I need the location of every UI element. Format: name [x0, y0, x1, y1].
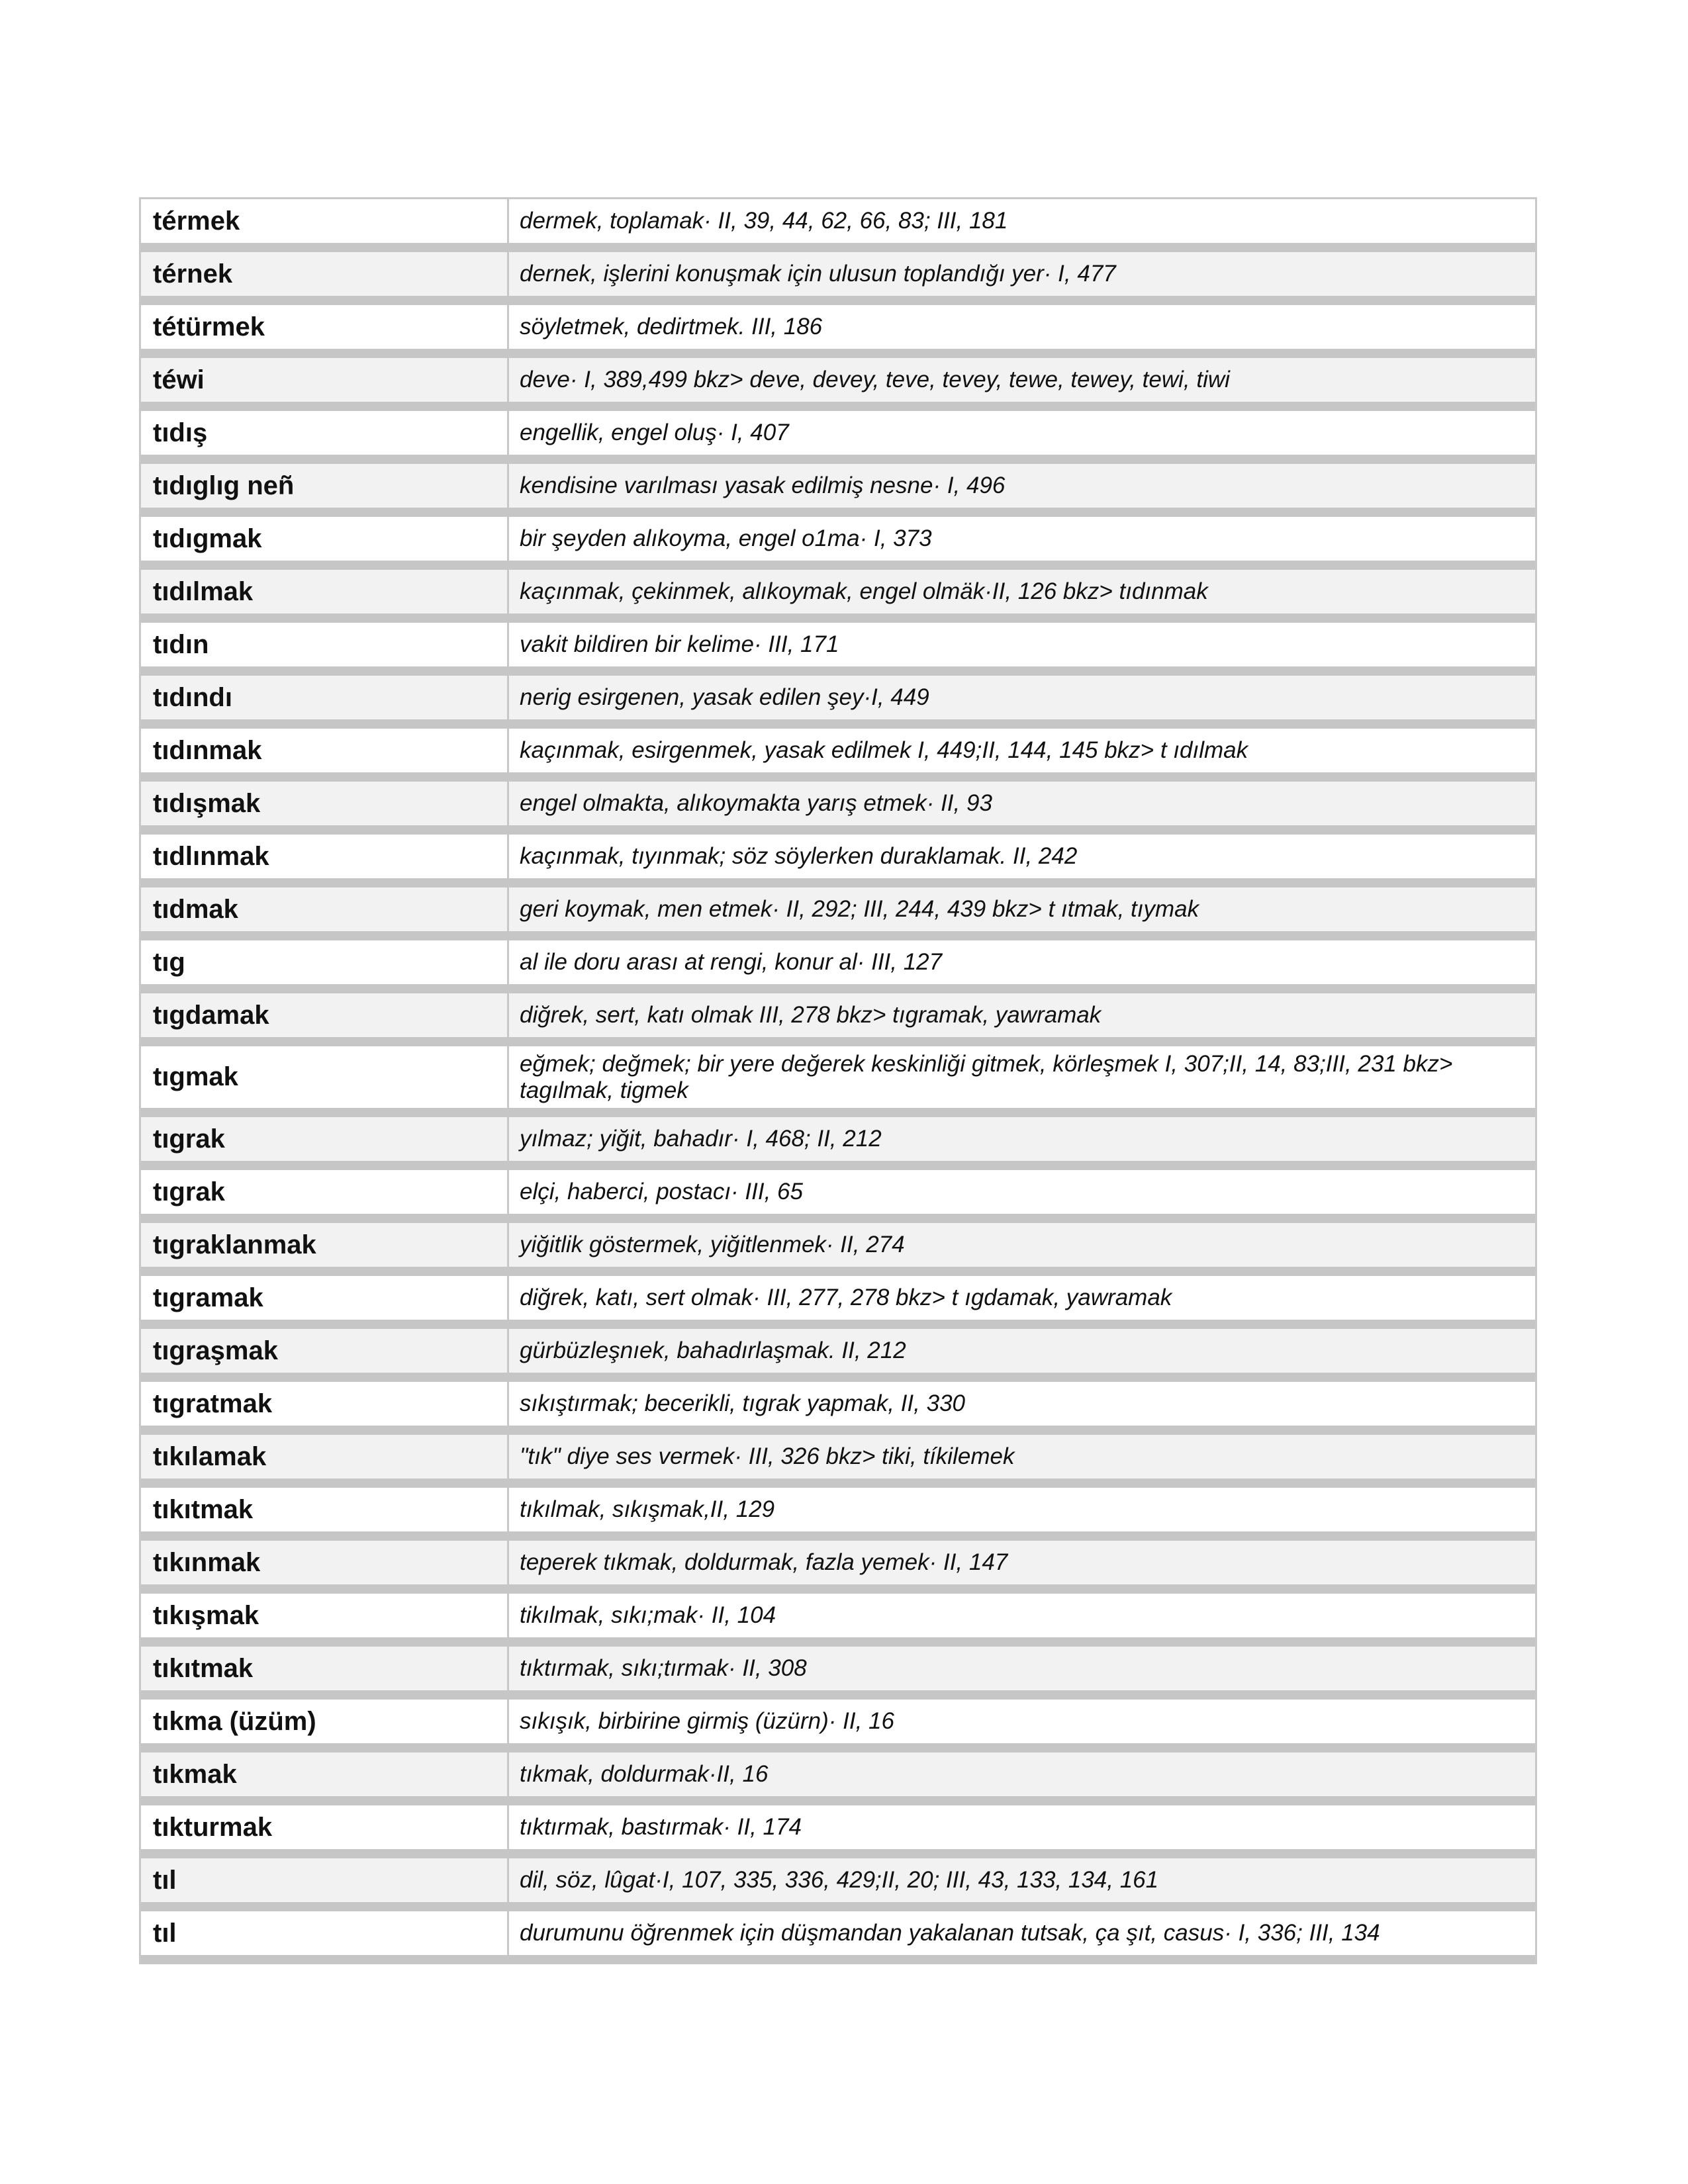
entry-definition: tıktırmak, sıkı;tırmak· II, 308 [509, 1647, 1535, 1690]
table-row [141, 252, 1535, 305]
entry-definition: al ile doru arası at rengi, konur al· III, 127 [520, 949, 943, 975]
entry-term: tıdındı [141, 676, 509, 719]
table-row [141, 940, 1535, 993]
entry-term: tétürmek [141, 305, 509, 349]
entry-definition: durumunu öğrenmek için düşmandan yakalanan tutsak, ça şıt, casus· I, 336; III, 134 [520, 1920, 1380, 1946]
entry-definition: yiğitlik göstermek, yiğitlenmek· II, 274 [509, 1223, 1535, 1267]
table-row [141, 305, 1535, 358]
table-row [141, 517, 1535, 570]
entry-definition: tikılmak, sıkı;mak· II, 104 [520, 1602, 776, 1628]
table-row [141, 782, 1535, 835]
table-row [141, 1382, 1535, 1435]
entry-term: tıkturmak [141, 1805, 509, 1849]
entry-definition: nerig esirgenen, yasak edilen şey·I, 449 [509, 676, 1535, 719]
table-row [141, 887, 1535, 940]
table-row [141, 1276, 1535, 1329]
table-row [141, 1435, 1535, 1488]
table-row [141, 1329, 1535, 1382]
entry-term: tıgramak [141, 1276, 509, 1320]
table-row [141, 1046, 1535, 1117]
table-row [141, 623, 1535, 676]
table-row [141, 570, 1535, 623]
dictionary-table [139, 197, 1537, 1964]
entry-term: tıgdamak [141, 993, 509, 1037]
table-row [141, 1488, 1535, 1541]
entry-term: tıgrak [141, 1170, 509, 1214]
table-row [141, 1117, 1535, 1170]
entry-term: tıkma (üzüm) [141, 1700, 509, 1743]
entry-definition: tıkılmak, sıkışmak,II, 129 [520, 1496, 775, 1522]
table-row [141, 1805, 1535, 1858]
entry-term: tıdışmak [141, 782, 509, 825]
entry-definition: vakit bildiren bir kelime· III, 171 [520, 631, 839, 657]
entry-term: tıl [141, 1858, 509, 1902]
entry-term: tıdıgmak [141, 517, 509, 561]
entry-definition: bir şeyden alıkoyma, engel o1ma· I, 373 [520, 525, 932, 551]
table-row [141, 358, 1535, 411]
table-row [141, 411, 1535, 464]
entry-term: térnek [141, 252, 509, 296]
table-row [141, 1858, 1535, 1911]
table-row [141, 464, 1535, 517]
entry-term: tıkınmak [141, 1541, 509, 1584]
entry-definition: dernek, işlerini konuşmak için ulusun toplandığı yer· I, 477 [509, 252, 1535, 296]
entry-term: tıl [141, 1911, 509, 1955]
entry-definition: sıkışık, birbirine girmiş (üzürn)· II, 16 [520, 1708, 894, 1734]
entry-definition: sıkıştırmak; becerikli, tıgrak yapmak, II, 330 [520, 1390, 965, 1416]
entry-term: tıdıglıg neñ [141, 464, 509, 508]
entry-term: tıgraşmak [141, 1329, 509, 1373]
entry-definition: "tık" diye ses vermek· III, 326 bkz> tiki, tíkilemek [509, 1435, 1535, 1479]
entry-definition: teperek tıkmak, doldurmak, fazla yemek· II, 147 [509, 1541, 1535, 1584]
entry-term: tıgraklanmak [141, 1223, 509, 1267]
entry-definition: dil, söz, lûgat·I, 107, 335, 336, 429;II, 20; III, 43, 133, 134, 161 [509, 1858, 1535, 1902]
entry-definition: geri koymak, men etmek· II, 292; III, 244, 439 bkz> t ıtmak, tıymak [509, 887, 1535, 931]
entry-definition: dermek, toplamak· II, 39, 44, 62, 66, 83; III, 181 [520, 208, 1008, 234]
entry-definition: deve· I, 389,499 bkz> deve, devey, teve, tevey, tewe, tewey, tewi, tiwi [509, 358, 1535, 402]
table-row [141, 1647, 1535, 1700]
table-row [141, 1911, 1535, 1964]
entry-term: tıkılamak [141, 1435, 509, 1479]
entry-term: tıdılmak [141, 570, 509, 614]
table-row [141, 729, 1535, 782]
entry-definition: tıktırmak, bastırmak· II, 174 [520, 1814, 802, 1840]
entry-term: tıdlınmak [141, 835, 509, 878]
entry-definition: elçi, haberci, postacı· III, 65 [520, 1179, 803, 1205]
table-row [141, 199, 1535, 252]
table-row [141, 676, 1535, 729]
entry-term: tıgmak [141, 1046, 509, 1108]
entry-term: tıgrak [141, 1117, 509, 1161]
entry-term: tıdınmak [141, 729, 509, 772]
entry-definition: engellik, engel oluş· I, 407 [520, 420, 789, 445]
entry-definition: eğmek; değmek; bir yere değerek keskinliği gitmek, körleşmek I, 307;II, 14, 83;III, 231 bkz> tagılmak, tigmek [520, 1050, 1453, 1103]
table-row [141, 1541, 1535, 1594]
entry-definition: kaçınmak, esirgenmek, yasak edilmek I, 449;II, 144, 145 bkz> t ıdılmak [520, 737, 1248, 763]
entry-term: tıkıtmak [141, 1488, 509, 1531]
table-row [141, 835, 1535, 887]
entry-term: tıdın [141, 623, 509, 666]
entry-term: téwi [141, 358, 509, 402]
entry-term: tıkışmak [141, 1594, 509, 1637]
entry-term: tıkıtmak [141, 1647, 509, 1690]
entry-definition: söyletmek, dedirtmek. III, 186 [520, 314, 823, 340]
table-row [141, 1223, 1535, 1276]
entry-definition: kaçınmak, tıyınmak; söz söylerken duraklamak. II, 242 [520, 843, 1078, 869]
entry-definition: yılmaz; yiğit, bahadır· I, 468; II, 212 [509, 1117, 1535, 1161]
entry-term: tıdmak [141, 887, 509, 931]
table-row [141, 1170, 1535, 1223]
entry-definition: diğrek, sert, katı olmak III, 278 bkz> tıgramak, yawramak [509, 993, 1535, 1037]
entry-definition: gürbüzleşnıek, bahadırlaşmak. II, 212 [509, 1329, 1535, 1373]
entry-definition: diğrek, katı, sert olmak· III, 277, 278 bkz> t ıgdamak, yawramak [520, 1285, 1172, 1310]
table-row [141, 1594, 1535, 1647]
entry-term: tıg [141, 940, 509, 984]
entry-definition: engel olmakta, alıkoymakta yarış etmek· II, 93 [509, 782, 1535, 825]
entry-definition: kaçınmak, çekinmek, alıkoymak, engel olmäk·II, 126 bkz> tıdınmak [509, 570, 1535, 614]
table-row [141, 993, 1535, 1046]
entry-term: tıdış [141, 411, 509, 455]
table-row [141, 1752, 1535, 1805]
entry-definition: tıkmak, doldurmak·II, 16 [509, 1752, 1535, 1796]
entry-term: tıkmak [141, 1752, 509, 1796]
table-row [141, 1700, 1535, 1752]
entry-term: térmek [141, 199, 509, 243]
entry-definition: kendisine varılması yasak edilmiş nesne· I, 496 [509, 464, 1535, 508]
entry-term: tıgratmak [141, 1382, 509, 1426]
